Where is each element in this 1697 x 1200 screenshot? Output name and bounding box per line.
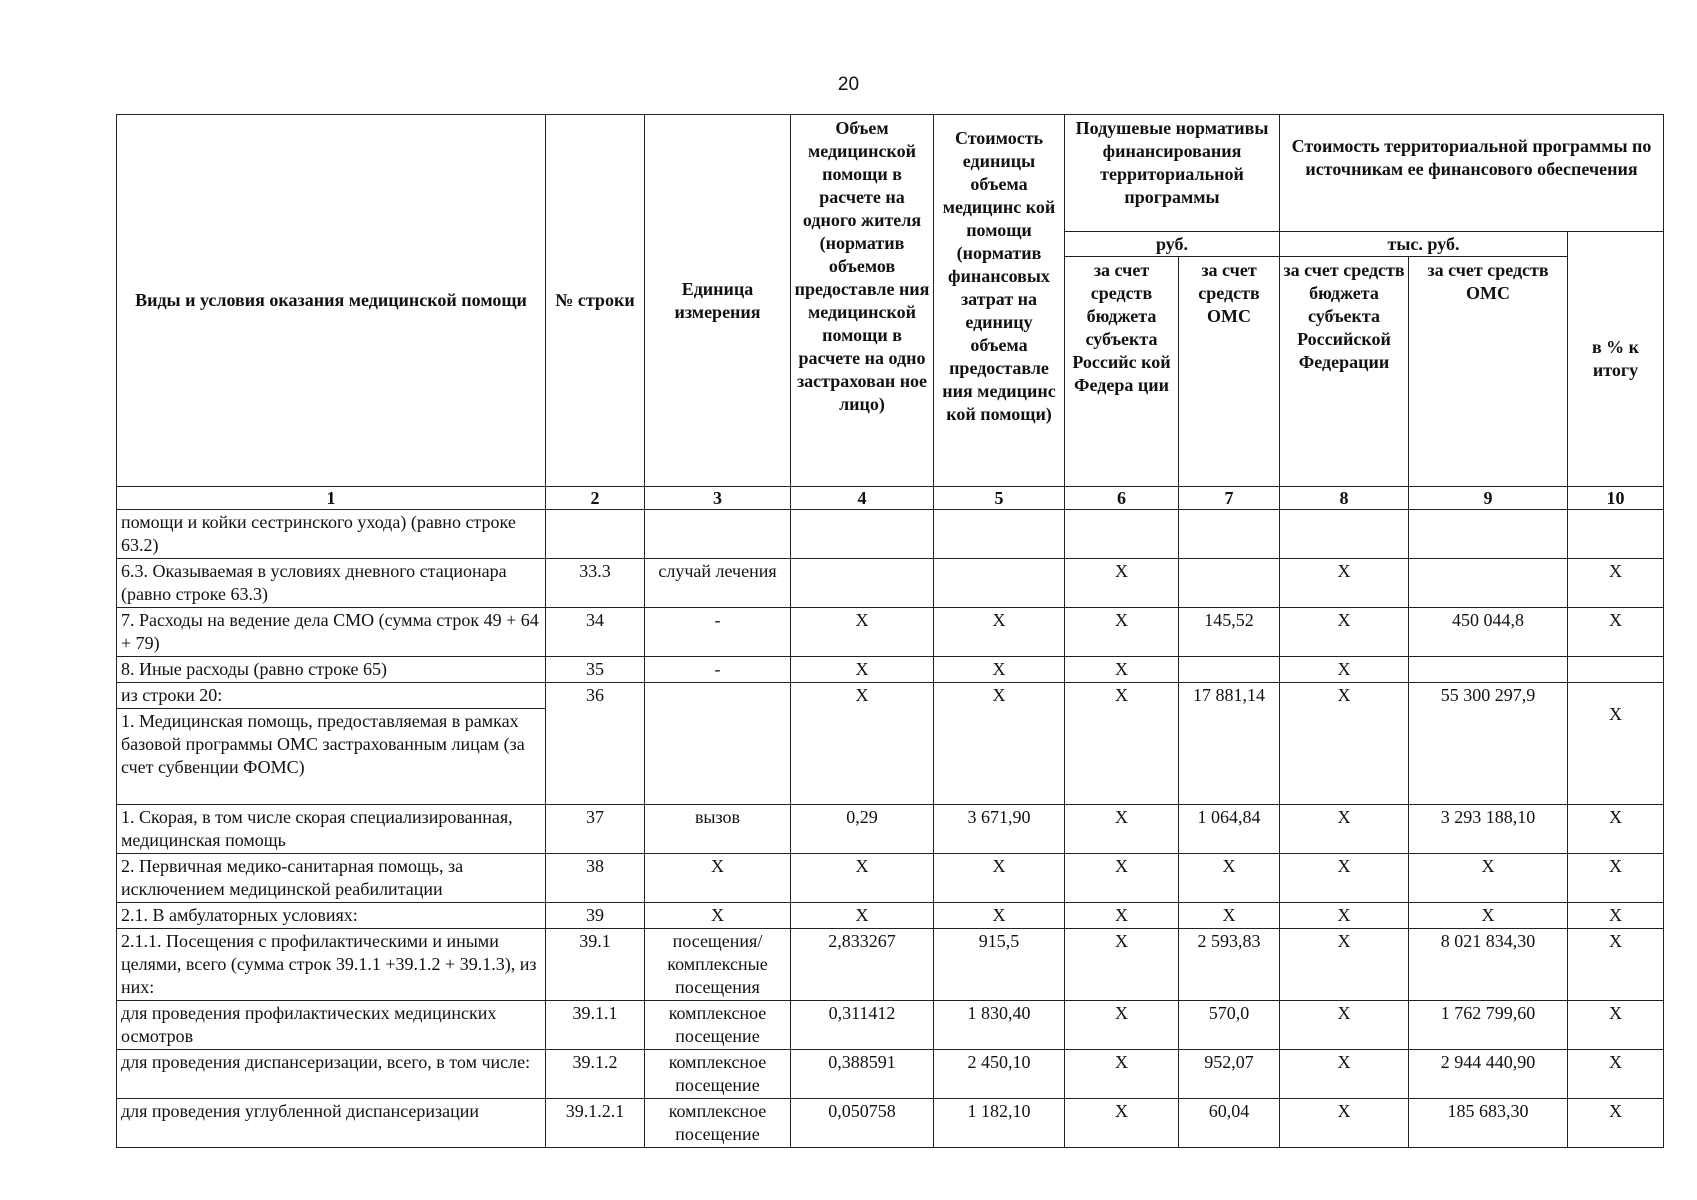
cell-col10: X (1568, 559, 1664, 608)
cell-col6: X (1065, 929, 1179, 1001)
cell-col6: X (1065, 1099, 1179, 1148)
row-number: 35 (546, 657, 645, 683)
cell-col8: X (1280, 559, 1409, 608)
cell-col7: X (1179, 903, 1280, 929)
row-name: 2. Первичная медико-санитарная помощь, за исключением медицинской реабилитации (117, 854, 546, 903)
cell-col5 (934, 559, 1065, 608)
table-row (117, 903, 1664, 929)
row-name: для проведения углубленной диспансеризации (117, 1099, 546, 1148)
cell-col10 (1568, 657, 1664, 683)
cell-col5: 2 450,10 (934, 1050, 1065, 1099)
cell-col7: 570,0 (1179, 1001, 1280, 1050)
column-number: 10 (1568, 487, 1664, 510)
row-name: 2.1.1. Посещения с профилактическими и иными целями, всего (сумма строк 39.1.1 +39.1.2 + 39.1.3), из них: (117, 929, 546, 1001)
row-number: 39.1 (546, 929, 645, 1001)
row-number: 39 (546, 903, 645, 929)
cell-col6: X (1065, 559, 1179, 608)
row-name: для проведения профилактических медицинских осмотров (117, 1001, 546, 1050)
cell-col10: X (1568, 929, 1664, 1001)
cell-col9: 3 293 188,10 (1409, 805, 1568, 854)
header-thousand-rub: тыс. руб. (1280, 232, 1568, 257)
header-types-and-conditions: Виды и условия оказания медицинской помощи (117, 115, 546, 487)
row-name: помощи и койки сестринского ухода) (равно строке 63.2) (117, 510, 546, 559)
table-row (117, 657, 1664, 683)
cell-col9: 450 044,8 (1409, 608, 1568, 657)
row-number: 39.1.2 (546, 1050, 645, 1099)
column-number: 9 (1409, 487, 1568, 510)
cell-col8: X (1280, 854, 1409, 903)
cell-col4 (791, 510, 934, 559)
cell-col8 (1280, 510, 1409, 559)
cell-col4: 2,833267 (791, 929, 934, 1001)
cell-col7: 17 881,14 (1179, 683, 1280, 805)
cell-col7: 1 064,84 (1179, 805, 1280, 854)
row-unit: комплексное посещение (645, 1099, 791, 1148)
row-name: 2.1. В амбулаторных условиях: (117, 903, 546, 929)
page-number: 20 (837, 74, 860, 95)
cell-col9: X (1409, 854, 1568, 903)
cell-col9: 1 762 799,60 (1409, 1001, 1568, 1050)
cell-col6: X (1065, 903, 1179, 929)
cell-col5 (934, 510, 1065, 559)
column-number: 7 (1179, 487, 1280, 510)
cell-col7: 952,07 (1179, 1050, 1280, 1099)
header-cost-oms: за счет средств ОМС (1409, 257, 1568, 487)
cell-col6: X (1065, 1050, 1179, 1099)
row-number: 34 (546, 608, 645, 657)
cell-col9: X (1409, 903, 1568, 929)
cell-col7: 2 593,83 (1179, 929, 1280, 1001)
cell-col4: X (791, 608, 934, 657)
cell-col5: 3 671,90 (934, 805, 1065, 854)
table-row (117, 559, 1664, 608)
row-name: 6.3. Оказываемая в условиях дневного стационара (равно строке 63.3) (117, 559, 546, 608)
cell-col10: X (1568, 903, 1664, 929)
cell-col8: X (1280, 903, 1409, 929)
header-per-capita-budget: за счет средств бюджета субъекта Российс кой Федера ции (1065, 257, 1179, 487)
row-number: 38 (546, 854, 645, 903)
column-number: 8 (1280, 487, 1409, 510)
row-unit: - (645, 608, 791, 657)
column-number: 6 (1065, 487, 1179, 510)
cell-col8: X (1280, 805, 1409, 854)
cell-col6: X (1065, 1001, 1179, 1050)
row-number: 39.1.2.1 (546, 1099, 645, 1148)
header-percent-of-total: в % к итогу (1568, 232, 1664, 487)
row-unit: X (645, 903, 791, 929)
cell-col6: X (1065, 608, 1179, 657)
row-name: для проведения диспансеризации, всего, в том числе: (117, 1050, 546, 1099)
cell-col5: 915,5 (934, 929, 1065, 1001)
cell-col4: 0,311412 (791, 1001, 934, 1050)
cell-col8: X (1280, 1099, 1409, 1148)
cell-col8: X (1280, 608, 1409, 657)
cell-col4: 0,29 (791, 805, 934, 854)
cell-col8: X (1280, 657, 1409, 683)
table-row (117, 1099, 1664, 1148)
row-name: 7. Расходы на ведение дела СМО (сумма строк 49 + 64 + 79) (117, 608, 546, 657)
cell-col7 (1179, 657, 1280, 683)
row-number: 37 (546, 805, 645, 854)
header-rub: руб. (1065, 232, 1280, 257)
cell-col9: 55 300 297,9 (1409, 683, 1568, 805)
table-row (117, 805, 1664, 854)
cell-col9: 8 021 834,30 (1409, 929, 1568, 1001)
cell-col10: X (1568, 1050, 1664, 1099)
table-row (117, 1050, 1664, 1099)
table-row (117, 929, 1664, 1001)
table-row (117, 1001, 1664, 1050)
cell-col10 (1568, 510, 1664, 559)
cell-col9: 185 683,30 (1409, 1099, 1568, 1148)
cell-col8: X (1280, 929, 1409, 1001)
row-name: 8. Иные расходы (равно строке 65) (117, 657, 546, 683)
header-per-capita-oms: за счет средств ОМС (1179, 257, 1280, 487)
table-row (117, 854, 1664, 903)
row-name: 1. Медицинская помощь, предоставляемая в рамках базовой программы ОМС застрахованным лицам (за счет субвенции ФОМС) (117, 709, 546, 805)
cell-col6: X (1065, 854, 1179, 903)
row-number: 36 (546, 683, 645, 805)
cell-col6: X (1065, 657, 1179, 683)
column-number: 4 (791, 487, 934, 510)
cell-col10: X (1568, 1001, 1664, 1050)
header-volume-per-resident: Объем медицинской помощи в расчете на одного жителя (норматив объемов предоставле ния медицинской помощи в расчете на одно застрахован ное лицо) (791, 115, 934, 487)
table-row (117, 683, 1664, 709)
cell-col9 (1409, 559, 1568, 608)
cell-col7 (1179, 510, 1280, 559)
cell-col5: 1 182,10 (934, 1099, 1065, 1148)
cell-col4: X (791, 683, 934, 805)
row-unit: посещения/ комплексные посещения (645, 929, 791, 1001)
cell-col4 (791, 559, 934, 608)
header-program-cost: Стоимость территориальной программы по источникам ее финансового обеспечения (1280, 115, 1664, 232)
cell-col4: 0,050758 (791, 1099, 934, 1148)
cell-col8: X (1280, 1001, 1409, 1050)
column-number: 3 (645, 487, 791, 510)
header-cost-budget: за счет средств бюджета субъекта Российской Федерации (1280, 257, 1409, 487)
row-name-from-line-20: из строки 20: (117, 683, 546, 709)
cell-col6: X (1065, 683, 1179, 805)
cell-col5: 1 830,40 (934, 1001, 1065, 1050)
header-row-number: № строки (546, 115, 645, 487)
cell-col7: 145,52 (1179, 608, 1280, 657)
row-unit: X (645, 854, 791, 903)
column-number: 1 (117, 487, 546, 510)
row-unit: вызов (645, 805, 791, 854)
cell-col4: 0,388591 (791, 1050, 934, 1099)
cell-col10: X (1568, 683, 1664, 805)
header-per-capita-norms: Подушевые нормативы финансирования территориальной программы (1065, 115, 1280, 232)
row-name: 1. Скорая, в том числе скорая специализированная, медицинская помощь (117, 805, 546, 854)
row-number (546, 510, 645, 559)
cell-col10: X (1568, 608, 1664, 657)
cell-col7 (1179, 559, 1280, 608)
cell-col10: X (1568, 1099, 1664, 1148)
cell-col4: X (791, 854, 934, 903)
cell-col10: X (1568, 854, 1664, 903)
column-number: 2 (546, 487, 645, 510)
row-unit (645, 683, 791, 805)
cell-col6 (1065, 510, 1179, 559)
cell-col5: X (934, 608, 1065, 657)
cell-col5: X (934, 657, 1065, 683)
row-unit: комплексное посещение (645, 1050, 791, 1099)
cell-col5: X (934, 903, 1065, 929)
header-unit-cost: Стоимость единицы объема медицинс кой помощи (норматив финансовых затрат на единицу объема предоставле ния медицинс кой помощи) (934, 115, 1065, 487)
cell-col5: X (934, 854, 1065, 903)
funding-table (116, 114, 1664, 1148)
header-unit: Единица измерения (645, 115, 791, 487)
cell-col9 (1409, 510, 1568, 559)
cell-col7: 60,04 (1179, 1099, 1280, 1148)
cell-col4: X (791, 657, 934, 683)
row-number: 39.1.1 (546, 1001, 645, 1050)
cell-col9 (1409, 657, 1568, 683)
cell-col9: 2 944 440,90 (1409, 1050, 1568, 1099)
table-row (117, 510, 1664, 559)
row-number: 33.3 (546, 559, 645, 608)
row-unit: комплексное посещение (645, 1001, 791, 1050)
cell-col10: X (1568, 805, 1664, 854)
cell-col8: X (1280, 683, 1409, 805)
table-row (117, 608, 1664, 657)
row-unit (645, 510, 791, 559)
cell-col8: X (1280, 1050, 1409, 1099)
row-unit: - (645, 657, 791, 683)
cell-col5: X (934, 683, 1065, 805)
row-unit: случай лечения (645, 559, 791, 608)
column-number: 5 (934, 487, 1065, 510)
cell-col7: X (1179, 854, 1280, 903)
cell-col6: X (1065, 805, 1179, 854)
cell-col4: X (791, 903, 934, 929)
